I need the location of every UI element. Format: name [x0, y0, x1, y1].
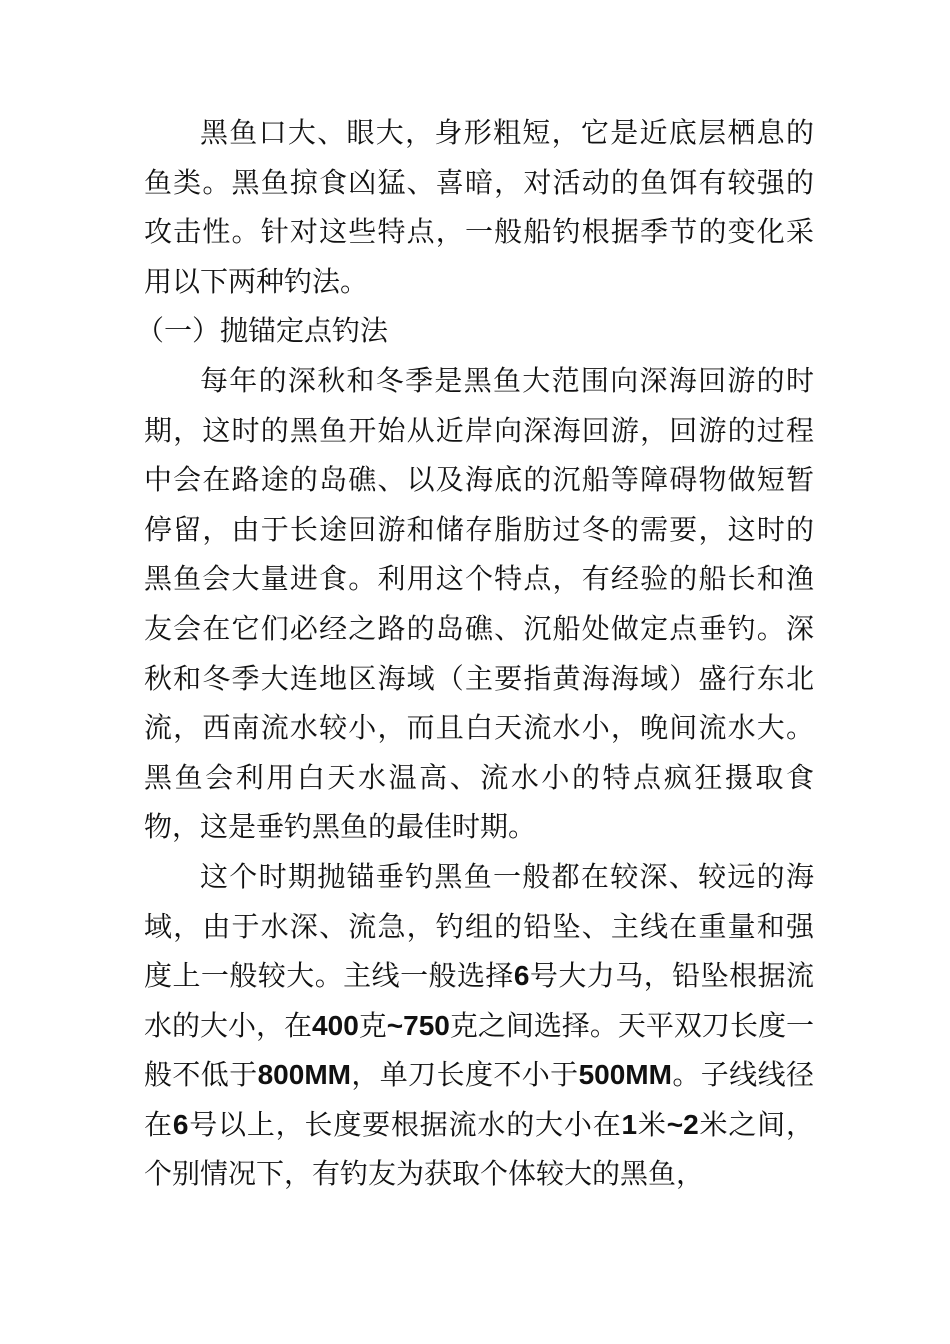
number-run: 500MM: [578, 1059, 672, 1091]
text-run: 米之间，个别情况下，有钓友为获取个体较大的黑鱼，: [144, 1107, 814, 1191]
document-body: [136, 108, 814, 1199]
text-run: ，单刀长度不小于: [350, 1058, 579, 1092]
text-run: 克之间选择。天平双刀长度一般不低于: [144, 1008, 814, 1092]
number-run: ~750: [386, 1009, 450, 1041]
paragraph-intro: 黑鱼口大、眼大，身形粗短，它是近底层栖息的鱼类。黑鱼掠食凶猛、喜暗，对活动的鱼饵有较强的攻击性。针对这些特点，一般船钓根据季节的变化采用以下两种钓法。: [144, 116, 814, 298]
text-run: 号以上，长度要根据流水的大小在: [188, 1107, 622, 1141]
text-run: 这个时期抛锚垂钓黑鱼一般都在较深、较远的海域，由于水深、流急，钓组的铅坠、主线在重量和强度上一般较大。主线一般选择: [144, 859, 814, 993]
number-run: 1: [621, 1108, 638, 1140]
paragraph-season: 每年的深秋和冬季是黑鱼大范围向深海回游的时期，这时的黑鱼开始从近岸向深海回游，回游的过程中会在路途的岛礁、以及海底的沉船等障碍物做短暂停留，由于长途回游和储存脂肪过冬的需要，这时的黑鱼会大量进食。利用这个特点，有经验的船长和渔友会在它们必经之路的岛礁、沉船处做定点垂钓。深秋和冬季大连地区海域（主要指黄海海域）盛行东北流，西南流水较小，而且白天流水小，晚间流水大。黑鱼会利用白天水温高、流水小的特点疯狂摄取食物，这是垂钓黑鱼的最佳时期。: [144, 363, 814, 844]
number-run: 6: [172, 1108, 189, 1140]
number-run: 400: [312, 1009, 359, 1041]
section-heading: （一）抛锚定点钓法: [136, 314, 389, 348]
text-run: 克: [358, 1008, 387, 1042]
paragraph-tackle: [144, 852, 814, 1199]
text-run: 米: [637, 1107, 667, 1141]
text-run: 号大力马，铅坠根据流水的大小，在: [144, 959, 814, 1042]
number-run: 800MM: [257, 1059, 351, 1091]
number-run: 6: [513, 960, 530, 992]
text-run: 。子线线径在: [144, 1058, 814, 1141]
number-run: ~2: [666, 1108, 699, 1140]
